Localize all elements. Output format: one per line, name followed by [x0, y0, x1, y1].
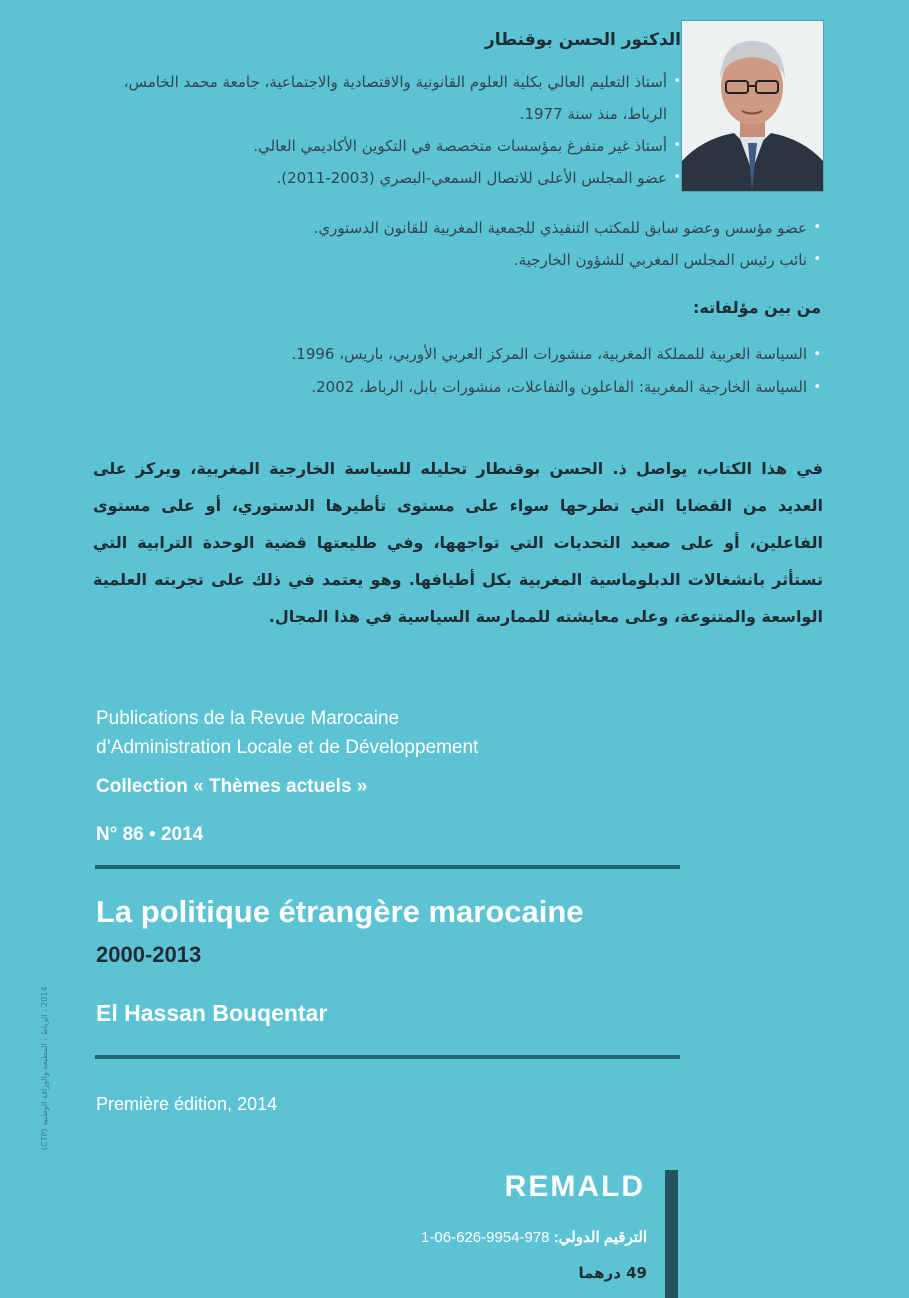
- author-name-heading-ar: الدكتور الحسن بوقنطار: [484, 30, 681, 50]
- remald-logo: REMALD: [504, 1170, 645, 1203]
- bio-item: • نائب رئيس المجلس المغربي للشؤون الخارجية.: [101, 244, 821, 276]
- collection-label: Collection « Thèmes actuels »: [96, 776, 368, 797]
- works-list: [101, 338, 821, 404]
- isbn-label: الترقيم الدولي:: [553, 1229, 647, 1246]
- work-item: • السياسة العربية للمملكة المغربية، منشورات المركز العربي الأوربي، باريس، 1996.: [101, 338, 821, 371]
- bio-item: • أستاذ غير متفرغ بمؤسسات متخصصة في التكوين الأكاديمي العالي.: [106, 130, 681, 162]
- works-heading: من بين مؤلفاته:: [693, 298, 821, 317]
- publication-line-1: Publications de la Revue Marocaine: [96, 708, 400, 729]
- bio-item: • عضو المجلس الأعلى للاتصال السمعي-البصري (2003-2011).: [106, 162, 681, 194]
- author-photo: [681, 20, 824, 192]
- work-item: • السياسة الخارجية المغربية: الفاعلون والتفاعلات، منشورات بابل، الرباط، 2002.: [101, 371, 821, 404]
- isbn-value: 978-9954-626-06-1: [421, 1229, 550, 1246]
- edition-label: Première édition, 2014: [96, 1094, 278, 1114]
- divider-bottom: [95, 1055, 680, 1059]
- bio-item: • عضو مؤسس وعضو سابق للمكتب التنفيذي للجمعية المغربية للقانون الدستوري.: [101, 212, 821, 244]
- bio-item: • أستاذ التعليم العالي بكلية العلوم القانونية والاقتصادية والاجتماعية، جامعة محمد الخامس، الرباط، منذ سنة 1977.: [106, 66, 681, 130]
- publication-info: [96, 704, 616, 762]
- book-summary-ar: في هذا الكتاب، يواصل ذ. الحسن بوقنطار تحليله للسياسة الخارجية المغربية، ويركز على العديد من القضايا التي تطرحها سواء على مستوى تأطيرها الدستوري، أو على مستوى الفاعلين، أو على صعيد التحديات التي تواجهها، وفي طليعتها قضية الوحدة الترابية التي تستأثر بانشغالات الدبلوماسية المغربية بكل أطيافها. وهو يعتمد في ذلك على تجربته العلمية الواسعة والمتنوعة، وعلى معايشته للممارسة السياسية في هذا المجال.: [93, 459, 823, 626]
- issue-number: N° 86 • 2014: [96, 824, 204, 845]
- isbn-line: [421, 1228, 647, 1246]
- book-author: El Hassan Bouqentar: [96, 1000, 328, 1026]
- publication-line-2: d’Administration Locale et de Développement: [96, 737, 479, 758]
- price-label: 49 درهما: [578, 1264, 647, 1282]
- publisher-bar: [665, 1170, 678, 1298]
- author-bio-list-wide: [101, 212, 821, 276]
- book-title: La politique étrangère marocaine: [96, 894, 584, 929]
- divider-top: [95, 865, 680, 869]
- author-bio-list: [106, 66, 681, 194]
- printer-credit-text: 2014 ، الرباط ، المطبعة والوراقة الوطنية (CTP): [40, 986, 49, 1150]
- book-years: 2000-2013: [96, 942, 202, 967]
